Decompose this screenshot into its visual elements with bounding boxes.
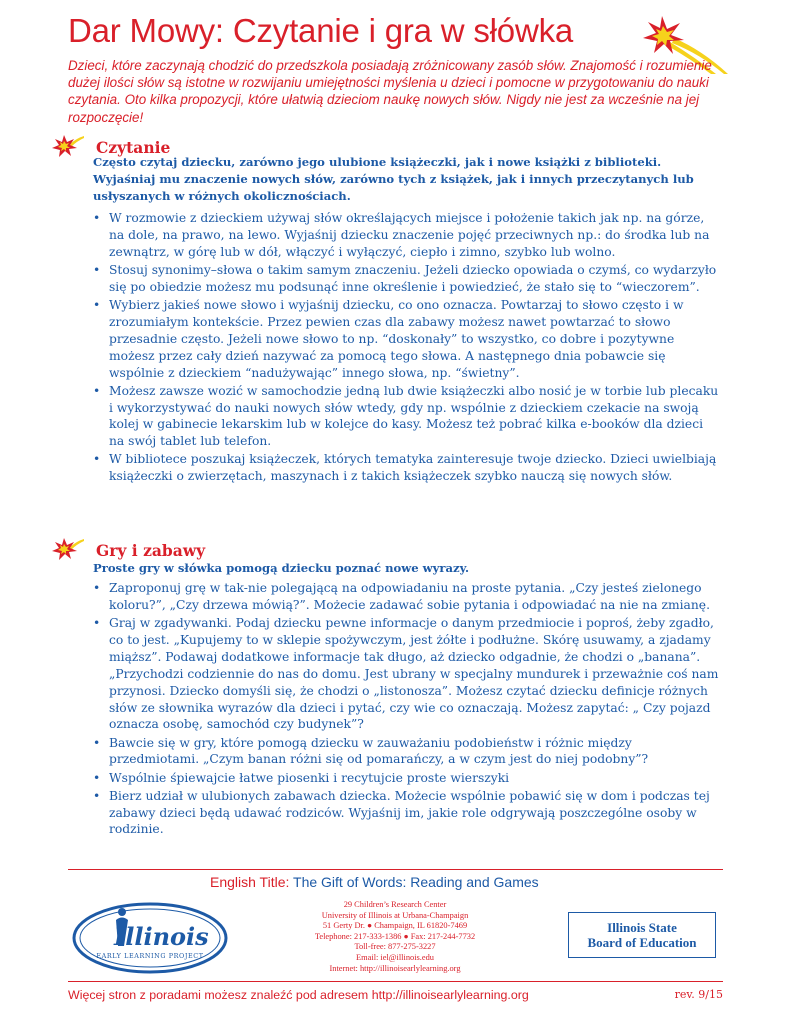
divider <box>68 869 723 870</box>
english-title <box>210 874 539 890</box>
revision-label: rev. 9/15 <box>674 988 723 1001</box>
bullet-list-games <box>93 580 721 840</box>
contact-line: Toll-free: 877-275-3227 <box>354 942 436 952</box>
footer <box>68 988 723 1002</box>
page-title: Dar Mowy: Czytanie i gra w słówka <box>68 12 574 49</box>
contact-line: Telephone: 217-333-1386 ● Fax: 217-244-7732 <box>314 931 476 941</box>
star-burst-icon <box>52 134 84 160</box>
logo-subtitle: Early Learning Project <box>96 952 204 960</box>
list-item: • W rozmowie z dzieckiem używaj słów określających miejsce i położenie takich jak np. na górze, na dole, na prawo, na lewo. Wyjaśnij dziecku znaczenie pojęć przeciwnych np.: do środka lub na zewnątrz, w górę lub w dół, włączyć i wyłączyć, ciepło i zimno, szybko lub wolno. <box>93 210 721 261</box>
bullet-list-reading <box>93 210 721 486</box>
english-title-value: The Gift of Words: Reading and Games <box>289 874 539 890</box>
contact-line: Email: iel@illinois.edu <box>356 952 434 962</box>
list-item: • Wspólnie śpiewajcie łatwe piosenki i recytujcie proste wierszyki <box>93 770 721 787</box>
contact-info <box>270 900 520 974</box>
illinois-early-learning-logo <box>70 898 230 976</box>
list-item: • Bierz udział w ulubionych zabawach dziecka. Możecie wspólnie pobawić się w dom i podczas tej zabawy dzieci będą udawać rodziców. Wyjaśnij im, jakie role odgrywają poszczególne osoby w rodzinie. <box>93 788 721 839</box>
section-title: Czytanie <box>96 137 171 157</box>
section-title: Gry i zabawy <box>96 540 206 560</box>
list-item: • Zaproponuj grę w tak-nie polegającą na odpowiadaniu na proste pytania. „Czy jesteś zielonego koloru?”, „Czy drzewa mówią?”. Możecie zadawać sobie pytania i odpowiadać na nie na zmianę. <box>93 580 721 614</box>
isbe-logo <box>568 912 716 958</box>
list-item: • Bawcie się w gry, które pomogą dziecku w zauważaniu podobieństw i różnic między przedmiotami. „Czym banan różni się od pomarańczy, a w czym jest do niej podobny”? <box>93 735 721 769</box>
list-item: • W bibliotece poszukaj książeczek, których tematyka zainteresuje twoje dziecko. Dzieci uwielbiają książeczki o zwierzętach, maszynach i z takich książeczek szybko nauczą się nowych słów. <box>93 451 721 485</box>
section-lead: Często czytaj dziecku, zarówno jego ulubione książeczki, jak i nowe książki z biblioteki. Wyjaśniaj mu znaczenie nowych słów, zarówno tych z książek, jak i innych przeczytanych lub usłyszanych w różnych okolicznościach. <box>93 155 694 204</box>
logo-name: Illinois <box>114 922 209 951</box>
list-item: • Graj w zgadywanki. Podaj dziecku pewne informacje o danym przedmiocie i poproś, żeby zgadło, co to jest. „Kupujemy to w sklepie spożywczym, jest żółte i podłużne. Skórę usuwamy, a zjadamy miąższ”. Podawaj dodatkowe informacje tak długo, aż dziecko odgadnie, że chodzi o „banana”. „Przychodzi codziennie do nas do domu. Jest ubrany w specjalny mundurek i przeważnie coś nam przynosi. Dziecko domyśli się, że chodzi o „listonosza”. Możesz czytać dziecku definicje różnych słów ze słownika wyrazów dla dzieci i pytać, czy wie co oznaczają. Możesz zapytać: „ Czy pojazd oznacza osobę, samochód czy budynek”? <box>93 615 721 733</box>
list-item: • Wybierz jakieś nowe słowo i wyjaśnij dziecku, co ono oznacza. Powtarzaj to słowo często i w zrozumiałym kontekście. Przez pewien czas dla zabawy możesz nawet powtarzać to słowo przesadnie często. Jeżeli nowe słowo to np. “doskonały” to wszystko, co dobre i pozytywne możesz przez cały dzień nazywać za pomocą tego słowa. A następnego dnia pobawcie się wspólnie z dzieckiem “nadużywając” innego słowa, np. “świetny”. <box>93 297 721 382</box>
isbe-line: Illinois State <box>607 920 677 935</box>
list-item: • Stosuj synonimy–słowa o takim samym znaczeniu. Jeżeli dziecko opowiada o czymś, co wydarzyło się po obiedzie możesz mu podsunąć inne określenie i powiedzieć, że stało się to “wieczorem”. <box>93 262 721 296</box>
footer-text: Więcej stron z poradami możesz znaleźć pod adresem http://illinoisearlylearning.org <box>68 988 529 1002</box>
section-lead: Proste gry w słówka pomogą dziecku poznać nowe wyrazy. <box>93 561 470 575</box>
isbe-line: Board of Education <box>587 935 697 950</box>
contact-line: 51 Gerty Dr. ● Champaign, IL 61820-7469 <box>322 921 468 931</box>
english-title-label: English Title: <box>210 874 290 890</box>
intro-paragraph: Dzieci, które zaczynają chodzić do przedszkola posiadają zróżnicowany zasób słów. Znajomość i rozumienie dużej ilości słów są istotne w rozwijaniu umiejętności myślenia u dzieci i pomocne w przygotowaniu do nauki czytania. Oto kilka propozycji, które ułatwią dzieciom naukę nowych słów. Nigdy nie jest za wcześnie na jej rozpoczęcie! <box>68 58 712 125</box>
divider <box>68 981 723 982</box>
contact-line: Internet: http://illinoisearlylearning.org <box>329 963 461 973</box>
star-burst-icon <box>52 537 84 563</box>
contact-line: 29 Children’s Research Center <box>343 900 447 909</box>
list-item: • Możesz zawsze wozić w samochodzie jedną lub dwie książeczki albo nosić je w torbie lub plecaku i wykorzystywać do nauki nowych słów wtedy, gdy np. wspólnie z dzieckiem czekacie na swoją kolej w gabinecie lekarskim lub w kolejce do kasy. Możesz też pobrać kilka e-booków dla dzieci na swój tablet lub telefon. <box>93 383 721 451</box>
contact-line: University of Illinois at Urbana-Champaign <box>321 910 469 920</box>
